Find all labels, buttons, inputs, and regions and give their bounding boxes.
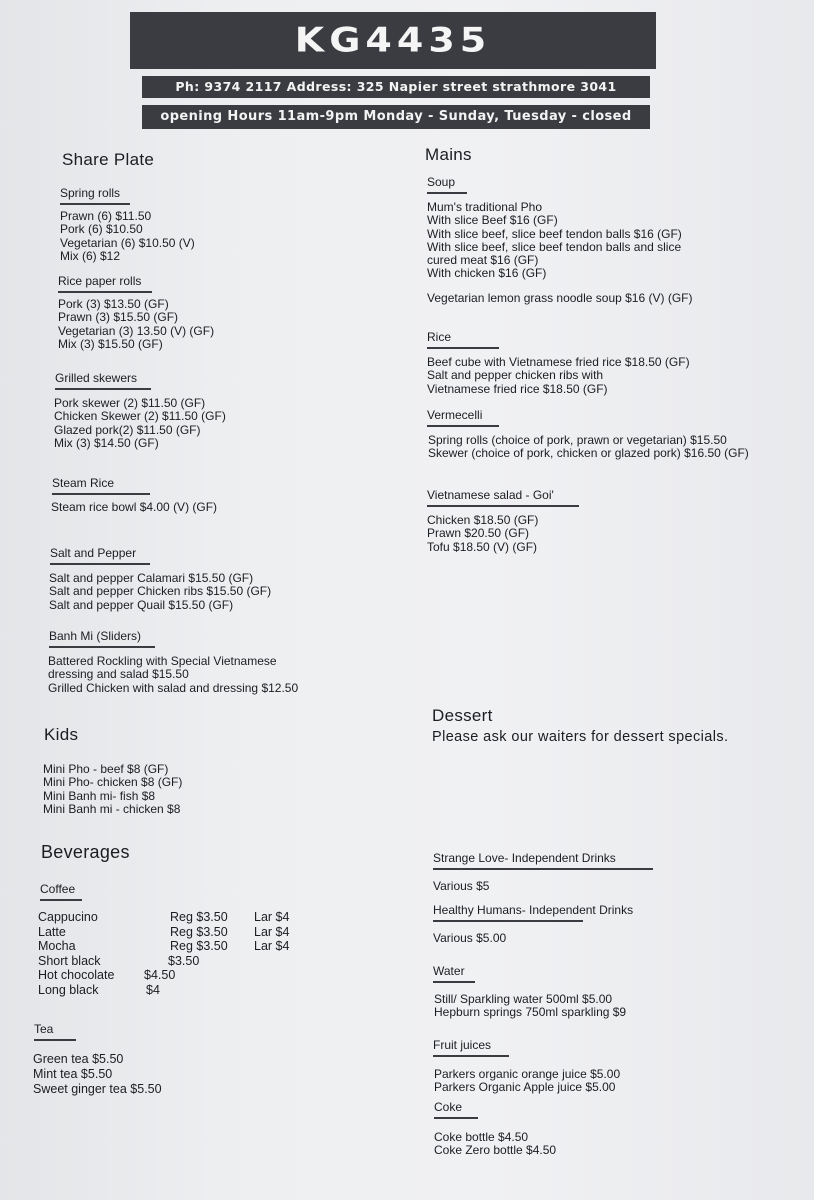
coke-heading: Coke (434, 1100, 478, 1119)
rice-paper-rolls-list (58, 298, 214, 351)
dessert-heading: Dessert (432, 706, 493, 725)
grilled-skewers-list (54, 397, 226, 450)
rice-heading: Rice (427, 330, 499, 349)
coffee-price: $3.50 (168, 953, 200, 968)
list-item: With slice Beef $16 (GF) (427, 213, 558, 228)
list-item: Mix (3) $14.50 (GF) (54, 435, 159, 450)
coffee-lar-price: Lar $4 (254, 924, 290, 939)
banh-mi-heading: Banh Mi (Sliders) (49, 629, 155, 648)
list-item: Mini Banh mi - chicken $8 (43, 801, 181, 816)
coffee-price: $4.50 (144, 968, 176, 983)
list-item: Chicken $18.50 (GF) (427, 513, 539, 527)
list-item: Salt and pepper Chicken ribs $15.50 (GF) (49, 584, 272, 599)
list-item: Vegetarian (6) $10.50 (V) (60, 235, 195, 250)
list-item: Prawn (6) $11.50 (60, 209, 152, 223)
rice-paper-rolls-heading: Rice paper rolls (58, 274, 152, 293)
coffee-name: Cappucino (38, 910, 98, 924)
strange-love-heading: Strange Love- Independent Drinks (433, 851, 653, 870)
healthy-humans-heading: Healthy Humans- Independent Drinks (433, 903, 583, 922)
coffee-reg-price: Reg $3.50 (170, 910, 228, 924)
strange-love-list (433, 880, 489, 893)
coffee-name: Hot chocolate (38, 968, 115, 983)
fruit-juices-heading: Fruit juices (433, 1038, 509, 1057)
list-item: Various $5 (433, 879, 490, 893)
list-item: Vegetarian (3) 13.50 (V) (GF) (58, 323, 215, 338)
table-row (38, 954, 308, 969)
list-item: Glazed pork(2) $11.50 (GF) (54, 422, 201, 437)
list-item: Sweet ginger tea $5.50 (33, 1082, 162, 1096)
healthy-humans-list (433, 932, 506, 945)
list-item: Salt and pepper chicken ribs with (427, 368, 604, 383)
share-plate-heading: Share Plate (62, 150, 155, 169)
list-item: Chicken Skewer (2) $11.50 (GF) (54, 409, 226, 424)
list-item: Mini Pho- chicken $8 (GF) (43, 775, 183, 790)
vegetarian-soup-item: Vegetarian lemon grass noodle soup $16 (V) (GF) (427, 291, 693, 305)
kids-heading: Kids (44, 725, 79, 744)
list-item: Hepburn springs 750ml sparkling $9 (434, 1005, 627, 1020)
list-item: dressing and salad $15.50 (48, 667, 189, 682)
table-row (38, 968, 308, 983)
coffee-heading: Coffee (40, 882, 82, 901)
coke-list (434, 1131, 556, 1158)
coffee-name: Short black (38, 953, 101, 968)
contact-banner (142, 76, 650, 98)
coffee-lar-price: Lar $4 (254, 939, 290, 954)
list-item: Green tea $5.50 (33, 1052, 124, 1066)
table-row (38, 910, 308, 925)
list-item: Parkers Organic Apple juice $5.00 (434, 1080, 616, 1095)
rice-list (427, 356, 690, 396)
list-item: Pork skewer (2) $11.50 (GF) (54, 396, 206, 410)
list-item: Pork (6) $10.50 (60, 222, 143, 237)
list-item: Parkers organic orange juice $5.00 (434, 1067, 621, 1081)
salt-pepper-list (49, 572, 271, 612)
beverages-heading: Beverages (41, 842, 130, 862)
list-item: With slice beef, slice beef tendon balls and slice (427, 239, 682, 254)
list-item: Mint tea $5.50 (33, 1067, 113, 1081)
coffee-reg-price: Reg $3.50 (170, 924, 228, 939)
kids-list (43, 763, 182, 816)
fruit-juices-list (434, 1068, 620, 1095)
coffee-name: Latte (38, 924, 66, 939)
banh-mi-list (48, 655, 298, 695)
list-item: Beef cube with Vietnamese fried rice $18.50 (GF) (427, 355, 690, 369)
vietnamese-salad-list (427, 514, 538, 554)
table-row (38, 925, 308, 940)
list-item: Still/ Sparkling water 500ml $5.00 (434, 992, 613, 1006)
list-item: Vietnamese fried rice $18.50 (GF) (427, 381, 608, 396)
list-item: With chicken $16 (GF) (427, 266, 547, 281)
list-item: With slice beef, slice beef tendon balls $16 (GF) (427, 226, 682, 241)
list-item: Various $5.00 (433, 931, 507, 945)
opening-hours: opening Hours 11am-9pm Monday - Sunday, Tuesday - closed (160, 109, 632, 124)
restaurant-logo: KG4435 (294, 20, 492, 60)
dessert-note: Please ask our waiters for dessert specials. (432, 729, 729, 745)
coffee-lar-price: Lar $4 (254, 910, 290, 924)
salt-pepper-heading: Salt and Pepper (50, 546, 150, 565)
hours-banner (142, 105, 650, 129)
vermecelli-list (428, 434, 749, 461)
vermecelli-heading: Vermecelli (427, 408, 499, 427)
tea-list (33, 1052, 162, 1097)
list-item: cured meat $16 (GF) (427, 253, 539, 268)
mains-heading: Mains (425, 145, 472, 164)
list-item: Salt and pepper Calamari $15.50 (GF) (49, 571, 254, 585)
tea-heading: Tea (34, 1022, 76, 1041)
logo-banner (130, 12, 656, 69)
list-item: Mini Banh mi- fish $8 (43, 788, 156, 803)
list-item: Mini Pho - beef $8 (GF) (43, 762, 169, 776)
table-row (38, 983, 308, 998)
list-item: Mix (6) $12 (60, 248, 121, 263)
list-item: Steam rice bowl $4.00 (V) (GF) (51, 500, 218, 514)
spring-rolls-heading: Spring rolls (60, 186, 130, 205)
steam-rice-heading: Steam Rice (52, 476, 150, 495)
list-item: Pork (3) $13.50 (GF) (58, 297, 169, 311)
list-item: Coke bottle $4.50 (434, 1130, 529, 1144)
list-item: Skewer (choice of pork, chicken or glazed pork) $16.50 (GF) (428, 446, 749, 461)
list-item: Spring rolls (choice of pork, prawn or vegetarian) $15.50 (428, 433, 727, 447)
coffee-reg-price: Reg $3.50 (170, 939, 228, 954)
steam-rice-list (51, 501, 217, 514)
list-item: Salt and pepper Quail $15.50 (GF) (49, 597, 234, 612)
list-item: Mum's traditional Pho (427, 200, 543, 214)
grilled-skewers-heading: Grilled skewers (55, 371, 151, 390)
coffee-price: $4 (146, 982, 160, 997)
water-list (434, 993, 626, 1020)
vietnamese-salad-heading: Vietnamese salad - Goi' (427, 488, 579, 507)
list-item: Battered Rockling with Special Vietnamese (48, 654, 277, 668)
contact-info: Ph: 9374 2117 Address: 325 Napier street strathmore 3041 (175, 79, 617, 94)
list-item: Prawn (3) $15.50 (GF) (58, 310, 179, 325)
list-item: Prawn $20.50 (GF) (427, 526, 530, 541)
list-item: Coke Zero bottle $4.50 (434, 1143, 557, 1158)
list-item: Grilled Chicken with salad and dressing $12.50 (48, 680, 299, 695)
coffee-table (38, 910, 308, 998)
coffee-name: Long black (38, 982, 99, 997)
list-item: Tofu $18.50 (V) (GF) (427, 539, 538, 554)
coffee-name: Mocha (38, 939, 76, 954)
list-item: Mix (3) $15.50 (GF) (58, 336, 163, 351)
soup-heading: Soup (427, 175, 467, 194)
water-heading: Water (433, 964, 475, 983)
table-row (38, 939, 308, 954)
soup-list (427, 201, 682, 281)
spring-rolls-list (60, 210, 195, 263)
